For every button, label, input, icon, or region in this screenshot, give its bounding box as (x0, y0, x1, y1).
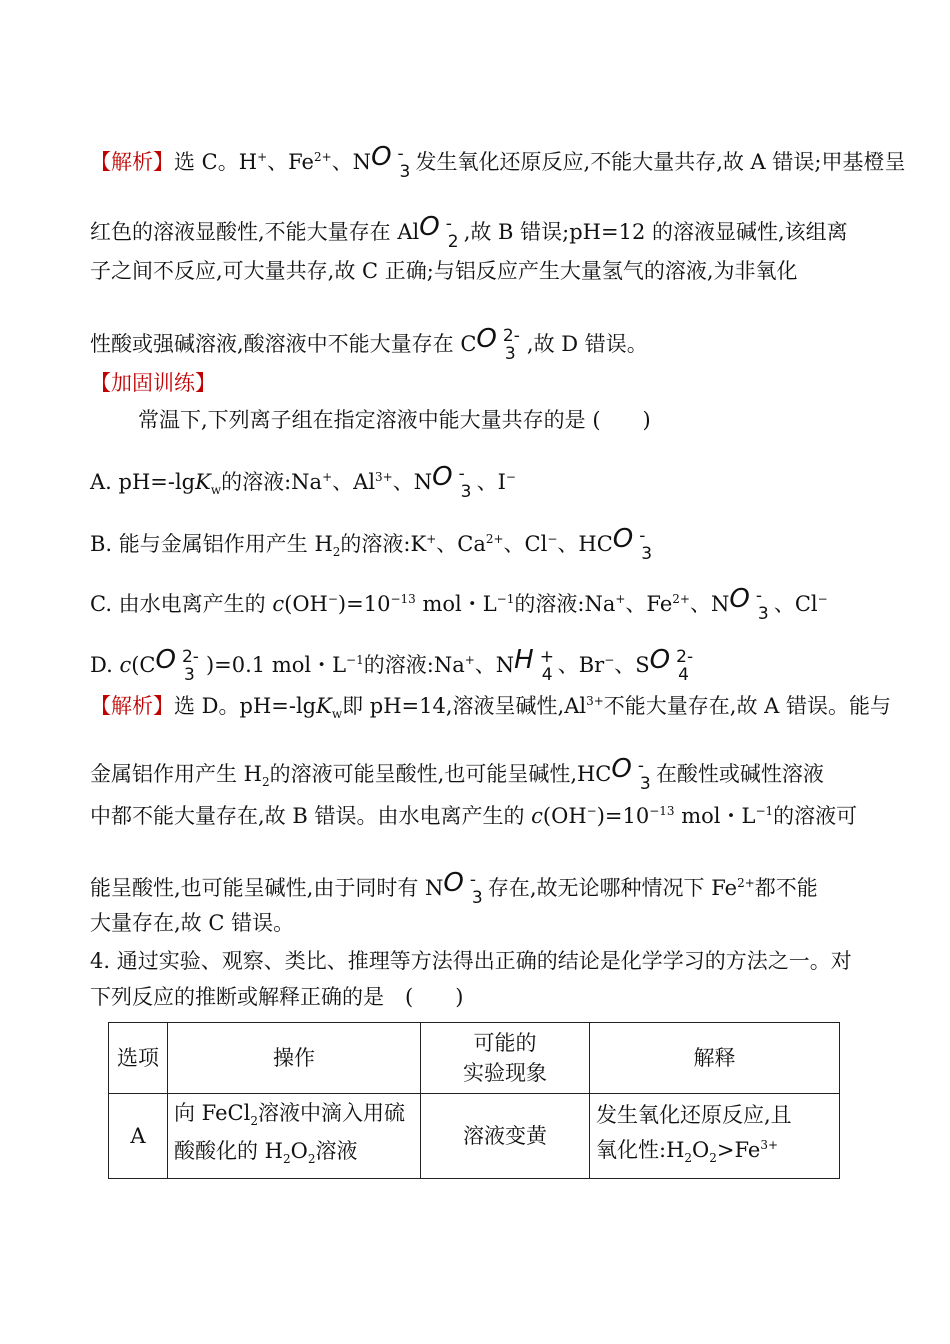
charge: 2- (181, 646, 199, 667)
text: 溶液 (315, 1139, 358, 1164)
text: 可能的 (473, 1031, 537, 1055)
ion-charge-stack (440, 213, 464, 252)
charge: + (322, 470, 333, 484)
text: 发生氧化还原反应,且 (596, 1102, 792, 1127)
ion-symbol: O (371, 142, 392, 172)
text: 、I (476, 470, 506, 494)
header-phenomenon (421, 1023, 590, 1094)
subscript: 2 (709, 1150, 717, 1165)
charge: - (755, 585, 762, 606)
table-row (109, 1094, 840, 1179)
text: (OH (284, 592, 328, 616)
charge: + (426, 532, 437, 546)
header-explanation: 解释 (590, 1023, 840, 1094)
text: 、Ca (436, 532, 486, 556)
charge: 3+ (375, 470, 393, 484)
text: 能呈酸性,也可能呈碱性,由于同时有 N (90, 876, 444, 900)
subscript: 2 (307, 1152, 316, 1167)
charge: 2- (676, 646, 694, 667)
analysis1-line4 (90, 324, 648, 364)
text: O (290, 1139, 308, 1164)
subscript: w (331, 707, 343, 722)
ion-charge-stack (534, 646, 558, 685)
charge: 3+ (586, 694, 604, 708)
text: c (272, 592, 285, 616)
subscript: 3 (504, 343, 516, 364)
text: 的溶液:K (340, 532, 427, 556)
text: (C (131, 653, 156, 677)
subscript: 2 (447, 231, 459, 252)
charge: + (464, 653, 475, 667)
subscript: 2 (250, 1114, 258, 1129)
subscript: 3 (471, 887, 483, 908)
ion-symbol: O (432, 462, 453, 492)
text: ,故 D 错误。 (526, 332, 648, 356)
text: 的溶液可 (773, 804, 858, 828)
option-c (90, 584, 828, 624)
charge: 2+ (737, 876, 755, 890)
text: 溶液中滴入用硫 (257, 1101, 405, 1125)
text: mol・L (415, 592, 497, 616)
text: 的溶液可能呈酸性,也可能呈碱性,HC (269, 762, 612, 786)
text: 金属铝作用产生 H (90, 762, 262, 786)
text: 酸酸化的 H (174, 1139, 283, 1164)
text: 、Al (332, 470, 376, 494)
charge: + (539, 646, 554, 667)
text: )=0.1 mol・L (205, 653, 347, 677)
text: 中都不能大量存在,故 B 错误。由水电离产生的 (90, 804, 532, 828)
ion-charge-stack (453, 463, 477, 502)
text: 氧化性:H (596, 1137, 685, 1162)
question4-line2: 下列反应的推断或解释正确的是 ( ) (90, 985, 464, 1009)
text: 即 pH=14,溶液呈碱性,Al (342, 694, 587, 718)
text: 的溶液:Na (221, 470, 323, 494)
text: 选 C。H (174, 150, 258, 174)
analysis-tag: 【解析】 (90, 150, 174, 174)
options-table (108, 1022, 840, 1179)
practice-tag: 【加固训练】 (90, 371, 216, 395)
subscript: 3 (183, 664, 195, 685)
text: K (316, 694, 332, 718)
charge: − (604, 653, 615, 667)
ion-symbol: O (419, 212, 440, 242)
subscript: 2 (332, 545, 341, 560)
cell-phenomenon: 溶液变黄 (421, 1094, 590, 1179)
text: 、Cl (503, 532, 548, 556)
analysis2-line3 (90, 796, 857, 831)
charge: 2+ (313, 150, 332, 164)
subscript: w (210, 483, 222, 498)
exponent: −1 (496, 592, 515, 606)
text: 发生氧化还原反应,不能大量共存,故 A 错误;甲基橙呈 (415, 150, 906, 174)
text: >Fe (716, 1137, 761, 1162)
ion-charge-stack (670, 646, 700, 685)
exponent: −1 (346, 653, 364, 667)
text: c (119, 653, 132, 677)
header-option: 选项 (109, 1023, 168, 1094)
text: )=10 (337, 592, 391, 616)
text: ,故 B 错误;pH=12 的溶液显碱性,该组离 (463, 220, 848, 244)
charge: - (637, 755, 644, 776)
analysis-tag: 【解析】 (90, 694, 174, 718)
cell-option: A (109, 1094, 168, 1179)
charge: - (458, 463, 465, 484)
text: 、Cl (773, 592, 818, 616)
charge: − (547, 532, 558, 546)
header-operation: 操作 (168, 1023, 421, 1094)
charge: − (327, 592, 338, 606)
subscript: 3 (460, 481, 472, 502)
option-b (90, 524, 657, 567)
text: 都不能 (754, 876, 818, 900)
text: 、S (614, 653, 650, 677)
subscript: 3 (757, 603, 769, 624)
charge: − (505, 470, 516, 484)
text: )=10 (596, 804, 650, 828)
text: 、Br (557, 653, 605, 677)
subscript: 2 (262, 775, 270, 790)
exponent: −13 (390, 592, 416, 606)
ion-charge-stack (497, 325, 527, 364)
charge: + (257, 150, 268, 164)
text: 的溶液:Na (514, 592, 616, 616)
text: c (531, 804, 543, 828)
ion-charge-stack (633, 525, 657, 564)
text: 、N (331, 150, 372, 174)
table-header-row (109, 1023, 840, 1094)
cell-operation (168, 1094, 421, 1179)
text: 在酸性或碱性溶液 (655, 762, 824, 786)
text: O (692, 1137, 710, 1162)
cell-explanation (590, 1094, 840, 1179)
text: 实验现象 (463, 1061, 547, 1085)
text: 、N (474, 653, 515, 677)
exponent: −1 (755, 804, 774, 818)
ion-symbol: O (649, 645, 671, 675)
text: mol・L (674, 804, 756, 828)
text: 、Fe (267, 150, 314, 174)
text: 、HC (557, 532, 613, 556)
subscript: 4 (541, 664, 553, 685)
text: 红色的溶液显酸性,不能大量存在 Al (90, 220, 420, 244)
ion-symbol: O (611, 754, 632, 784)
ion-symbol: O (476, 324, 497, 354)
analysis1-line3: 子之间不反应,可大量共存,故 C 正确;与铝反应产生大量氢气的溶液,为非氧化 (90, 259, 798, 283)
charge: 2+ (672, 592, 690, 606)
text: (OH (542, 804, 587, 828)
text: A. pH=-lg (90, 470, 196, 494)
ion-symbol: O (155, 645, 176, 675)
subscript: 3 (399, 161, 411, 182)
ion-charge-stack (632, 755, 656, 794)
ion-symbol: O (612, 524, 634, 554)
exponent: −13 (649, 804, 675, 818)
subscript: 2 (283, 1152, 291, 1167)
analysis2-line5: 大量存在,故 C 错误。 (90, 911, 295, 935)
text: K (195, 470, 211, 494)
ion-symbol: O (443, 868, 464, 898)
charge: − (817, 592, 828, 606)
subscript: 3 (639, 773, 651, 794)
text: 存在,故无论哪种情况下 Fe (487, 876, 738, 900)
analysis2-line4 (90, 868, 818, 908)
analysis1-line2 (90, 212, 848, 252)
practice-question: 常温下,下列离子组在指定溶液中能大量共存的是 ( ) (138, 408, 651, 432)
charge: + (615, 592, 626, 606)
option-d (90, 645, 700, 685)
text: 性酸或强碱溶液,酸溶液中不能大量存在 C (90, 332, 477, 356)
ion-charge-stack (750, 585, 774, 624)
text: B. 能与金属铝作用产生 H (90, 532, 333, 556)
text: 、Fe (625, 592, 673, 616)
text: 选 D。pH=-lg (174, 694, 317, 718)
analysis2-line2 (90, 754, 824, 797)
analysis2-line1 (90, 686, 891, 729)
ion-charge-stack (176, 646, 206, 685)
analysis1-line1 (90, 142, 906, 182)
ion-symbol: H (514, 645, 534, 675)
text: C. 由水电离产生的 (90, 592, 273, 616)
text: D. (90, 653, 120, 677)
charge: 2+ (485, 532, 504, 546)
text: 、N (392, 470, 433, 494)
ion-symbol: O (729, 584, 750, 614)
charge: - (397, 143, 404, 164)
charge: - (445, 213, 452, 234)
ion-charge-stack (392, 143, 416, 182)
subscript: 4 (678, 664, 689, 685)
subscript: 2 (684, 1150, 693, 1165)
charge: − (586, 804, 597, 818)
ion-charge-stack (464, 869, 488, 908)
charge: - (639, 525, 646, 546)
charge: 2- (502, 325, 520, 346)
text: 的溶液:Na (363, 653, 465, 677)
text: 不能大量存在,故 A 错误。能与 (603, 694, 891, 718)
option-a (90, 462, 516, 505)
charge: 3+ (760, 1137, 779, 1152)
question4-line1: 4. 通过实验、观察、类比、推理等方法得出正确的结论是化学学习的方法之一。对 (90, 949, 852, 973)
charge: - (469, 869, 477, 890)
subscript: 3 (641, 543, 653, 564)
text: 向 FeCl (174, 1101, 251, 1125)
text: 、N (689, 592, 730, 616)
